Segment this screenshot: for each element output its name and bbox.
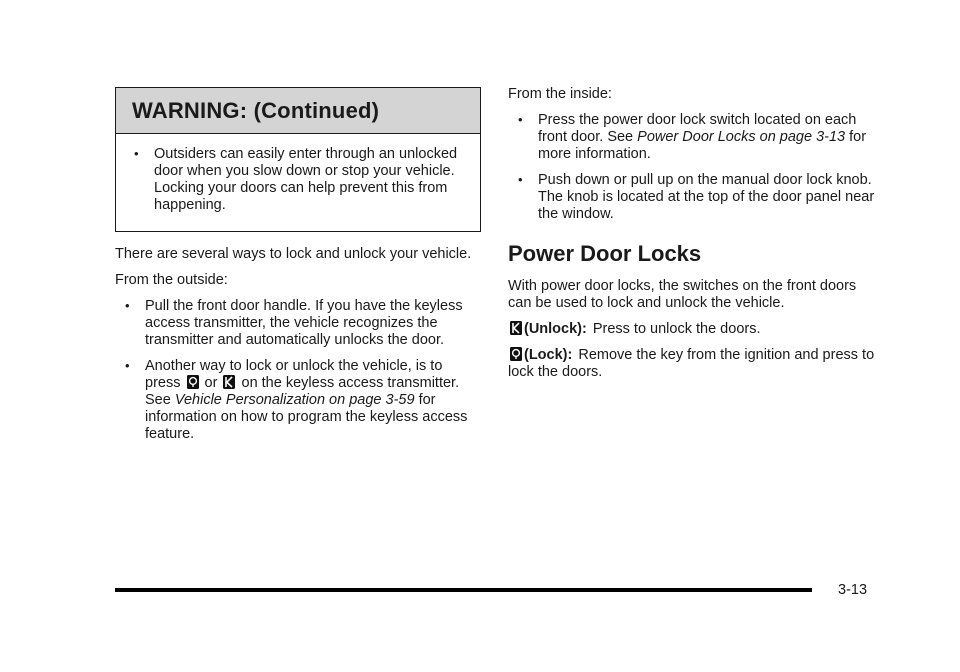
list-item <box>538 112 878 163</box>
unlock-icon <box>223 375 235 389</box>
inside-bullet-list <box>508 112 878 223</box>
press-word: press <box>145 375 181 391</box>
outside-bullet-2-line1: Another way to lock or unlock the vehicle, is to <box>145 358 443 374</box>
warning-header <box>116 88 480 134</box>
list-item <box>538 172 878 223</box>
section-intro: With power door locks, the switches on the front doors can be used to lock and unlock the vehicle. <box>508 278 857 311</box>
see-word: See <box>145 392 171 408</box>
power-door-locks-ref[interactable]: Power Door Locks on page 3-13 <box>637 129 846 145</box>
list-item <box>145 358 481 443</box>
warning-title: WARNING: (Continued) <box>132 98 380 123</box>
lock-text: Remove the key from the ignition and press to lock the doors. <box>508 347 875 380</box>
warning-bullet-text: Outsiders can easily enter through an unlocked door when you slow down or stop your vehicle. Locking your doors can help prevent this from happening. <box>154 146 458 213</box>
outside-bullet-1: Pull the front door handle. If you have the keyless access transmitter, the vehicle recognizes the transmitter and automatically unlocks the door. <box>145 298 463 348</box>
right-column <box>508 86 878 390</box>
left-column <box>115 87 481 452</box>
warning-box <box>115 87 481 232</box>
after-icons-text: on the keyless access transmitter. <box>241 375 460 391</box>
page-number: 3-13 <box>838 582 868 598</box>
lock-icon <box>187 375 199 389</box>
inside-bullet-2: Push down or pull up on the manual door lock knob. The knob is located at the top of the door panel near the window. <box>538 172 875 222</box>
intro-text: There are several ways to lock and unlock your vehicle. <box>115 246 472 262</box>
list-item <box>145 298 481 349</box>
unlock-label: (Unlock): <box>524 321 587 337</box>
outside-bullet-list <box>115 298 481 443</box>
unlock-text: Press to unlock the doors. <box>592 321 761 337</box>
outside-label: From the outside: <box>115 272 228 288</box>
or-word: or <box>204 375 218 391</box>
footer-rule <box>115 588 812 592</box>
outside-bullet-2-rest: for information on how to program the keyless access feature. <box>145 392 468 442</box>
unlock-paragraph <box>508 321 878 338</box>
lock-icon <box>510 347 522 361</box>
inside-label: From the inside: <box>508 86 612 102</box>
inside-bullet-1-rest: for more information. <box>538 129 867 162</box>
unlock-icon <box>510 321 522 335</box>
vehicle-personalization-ref[interactable]: Vehicle Personalization on page 3-59 <box>174 392 415 408</box>
warning-bullet <box>154 146 466 214</box>
lock-paragraph <box>508 347 878 381</box>
warning-body <box>116 134 480 231</box>
warning-bullet-list <box>154 146 466 214</box>
lock-label: (Lock): <box>524 347 573 363</box>
section-title: Power Door Locks <box>508 241 702 266</box>
inside-bullet-1-text: Press the power door lock switch located on each front door. See <box>538 112 857 145</box>
